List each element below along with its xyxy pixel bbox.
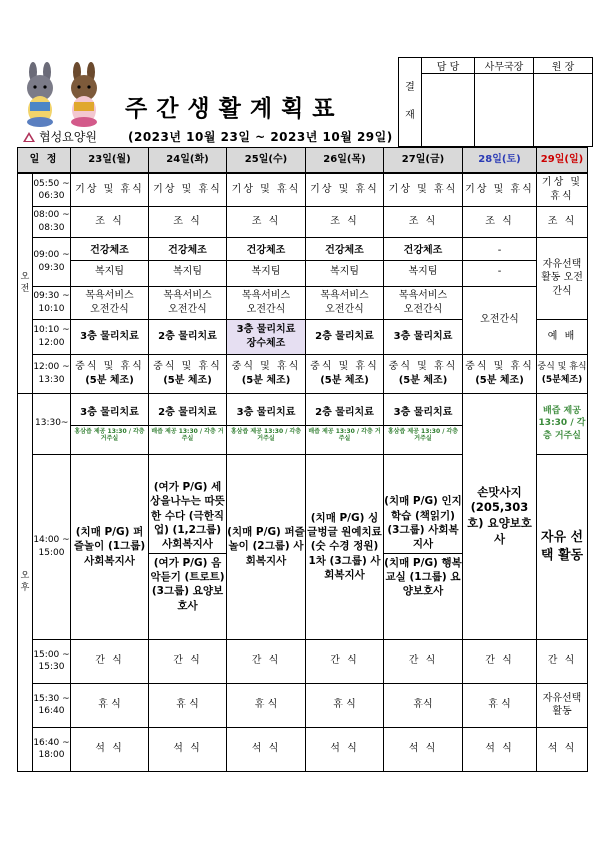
cell: - - [463,237,537,286]
time-cell: 13:30~ [33,393,71,454]
rabbit-mascot-icon [18,62,62,128]
cell: 건강체조 복지팀 [384,237,463,286]
approval-signature-cell[interactable] [475,74,534,147]
cell: 중식 및 휴식 (5분 체조) [227,354,306,393]
cell: 간 식 [463,639,537,683]
time-cell: 15:00 ~ 15:30 [33,639,71,683]
day-header-row [18,148,588,174]
cell: (치매 P/G) 퍼즐놀이 (2그룹) 사회복지사 [227,454,306,639]
pm-label: 오 후 [18,393,33,771]
table-row [18,393,588,454]
approval-box [398,57,593,147]
cell: 휴 식 [306,683,384,727]
cell: 조 식 [537,206,588,237]
cell: 건강체조 복지팀 [227,237,306,286]
approval-signature-cell[interactable] [422,74,475,147]
cell: 건강체조 복지팀 [71,237,149,286]
cell: 석 식 [227,727,306,771]
table-row [18,286,588,319]
cell: 2층 물리치료 [306,319,384,354]
cell: 기상 및 휴식 [227,173,306,206]
cell: 조 식 [227,206,306,237]
cell: 3층 물리치료 [71,319,149,354]
cell: 중식 및 휴식 (5분 체조) [306,354,384,393]
table-row [18,683,588,727]
time-cell: 09:00 ~ 09:30 [33,237,71,286]
time-cell: 15:30 ~ 16:40 [33,683,71,727]
approval-signature-cell[interactable] [534,74,593,147]
cell: 자유선택 활동 오전간식 [537,237,588,319]
approval-role: 원 장 [534,58,593,74]
schedule-period: (2023년 10월 23일 ~ 2023년 10월 29일) [128,130,393,144]
cell: 석 식 [463,727,537,771]
time-cell: 05:50 ~ 06:30 [33,173,71,206]
cell: 건강체조 복지팀 [149,237,227,286]
cell: 건강체조 복지팀 [306,237,384,286]
rabbit-mascot-icon [62,62,106,128]
cell: 중식 및 휴식 (5분 체조) [71,354,149,393]
cell: 휴 식 [149,683,227,727]
approval-role: 담 당 [422,58,475,74]
cell: 3층 물리치료 홍삼즙 제공 13:30 / 각층 거주실 [71,393,149,454]
day-header-saturday: 28일(토) [463,148,537,174]
cell: 조 식 [463,206,537,237]
cell: 간 식 [306,639,384,683]
organization-logo-icon [22,131,36,143]
table-row [18,727,588,771]
cell: 목욕서비스 오전간식 [227,286,306,319]
table-row [18,639,588,683]
cell: 간 식 [71,639,149,683]
cell: 휴식 [384,683,463,727]
cell: 기상 및 휴식 [71,173,149,206]
cell: 예 배 [537,319,588,354]
cell: 기상 및 휴식 [537,173,588,206]
cell: 간 식 [227,639,306,683]
header [0,0,600,145]
cell: 석 식 [306,727,384,771]
cell: 자유 선택 활동 [537,454,588,639]
cell-highlight: 3층 물리치료 장수체조 [227,319,306,354]
day-header: 27일(금) [384,148,463,174]
cell: (치매 P/G) 싱글벙글 원예치료 (숫 수경 정원) 1차 (3그룹) 사회복지사 [306,454,384,639]
cell: 기상 및 휴식 [306,173,384,206]
am-label: 오 전 [18,173,33,393]
cell: 석 식 [149,727,227,771]
table-row [18,173,588,206]
day-header: 26일(목) [306,148,384,174]
time-cell: 12:00 ~ 13:30 [33,354,71,393]
cell: 중식 및 휴식 (5분 체조) [149,354,227,393]
cell: 조 식 [384,206,463,237]
cell: 오전간식 [463,286,537,354]
cell: 석 식 [537,727,588,771]
cell: 목욕서비스 오전간식 [71,286,149,319]
cell: 간 식 [149,639,227,683]
time-cell: 08:00 ~ 08:30 [33,206,71,237]
cell: (여가 P/G) 세상을나누는 따뜻한 수다 (극한직업) (1,2그룹) 사회복지사 (여가 P/G) 음악듣기 (트로트) (3그룹) 요양보호사 [149,454,227,639]
cell: 목욕서비스 오전간식 [384,286,463,319]
cell: (치매 P/G) 인지학습 (책읽기) (3그룹) 사회복지사 (치매 P/G) 행복교실 (1그룹) 요양보호사 [384,454,463,639]
weekly-schedule-table [17,147,588,772]
cell: 휴 식 [71,683,149,727]
day-header: 23일(월) [71,148,149,174]
corner-label: 일 정 [18,148,71,174]
cell: 배즙 제공 13:30 / 각층 거주실 [537,393,588,454]
cell: 기상 및 휴식 [384,173,463,206]
cell: 간 식 [537,639,588,683]
day-header: 25일(수) [227,148,306,174]
cell: 손맛사지 (205,303호) 요양보호사 [463,393,537,639]
time-cell: 16:40 ~ 18:00 [33,727,71,771]
approval-label: 결 재 [399,58,422,147]
cell: 2층 물리치료 배즙 제공 13:30 / 각층 거주실 [306,393,384,454]
cell: 목욕서비스 오전간식 [306,286,384,319]
day-header-sunday: 29일(일) [537,148,588,174]
organization-label: 협성요양원 [39,130,97,144]
cell: 석 식 [71,727,149,771]
time-cell: 09:30 ~ 10:10 [33,286,71,319]
cell: (치매 P/G) 퍼즐놀이 (1그룹) 사회복지사 [71,454,149,639]
cell: 조 식 [306,206,384,237]
time-cell: 10:10 ~ 12:00 [33,319,71,354]
cell: 중식 및 휴식 (5분체조) [537,354,588,393]
cell: 기상 및 휴식 [463,173,537,206]
cell: 중식 및 휴식 (5분 체조) [463,354,537,393]
cell: 2층 물리치료 [149,319,227,354]
cell: 3층 물리치료 홍삼즙 제공 13:30 / 각층 거주실 [384,393,463,454]
cell: 3층 물리치료 홍삼즙 제공 13:30 / 각층 거주실 [227,393,306,454]
page-title: 주간생활계획표 [125,96,344,122]
cell: 2층 물리치료 배즙 제공 13:30 / 각층 거주실 [149,393,227,454]
cell: 간 식 [384,639,463,683]
table-row [18,237,588,286]
cell: 휴 식 [463,683,537,727]
cell: 휴 식 [227,683,306,727]
cell: 석 식 [384,727,463,771]
cell: 조 식 [149,206,227,237]
approval-role: 사무국장 [475,58,534,74]
organization-name [22,128,97,145]
time-cell: 14:00 ~ 15:00 [33,454,71,639]
cell: 기상 및 휴식 [149,173,227,206]
day-header: 24일(화) [149,148,227,174]
cell: 중식 및 휴식 (5분 체조) [384,354,463,393]
table-row [18,354,588,393]
table-row [18,206,588,237]
cell: 3층 물리치료 [384,319,463,354]
cell: 조 식 [71,206,149,237]
cell: 목욕서비스 오전간식 [149,286,227,319]
cell: 자유선택 활동 [537,683,588,727]
